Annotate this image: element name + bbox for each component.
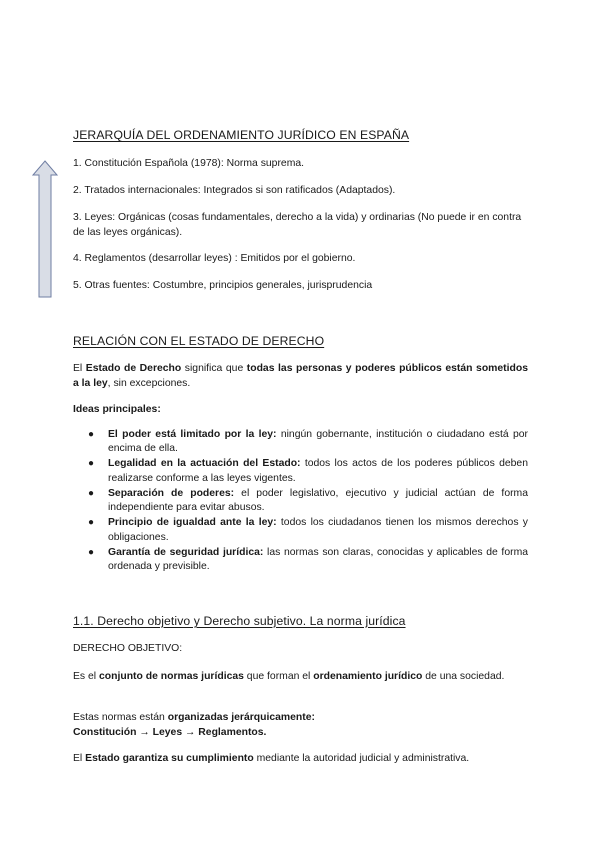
guarantee-paragraph: El Estado garantiza su cumplimiento mediante la autoridad judicial y administrativa. <box>73 753 470 764</box>
section-title-estado-derecho: RELACIÓN CON EL ESTADO DE DERECHO <box>73 334 325 348</box>
up-arrow-icon <box>32 160 58 298</box>
ideas-label: Ideas principales: <box>73 404 161 415</box>
bullet-icon: ● <box>88 429 95 440</box>
ideas-list <box>73 428 528 575</box>
section-title-jerarquia: JERARQUÍA DEL ORDENAMIENTO JURÍDICO EN ESPAÑA <box>73 128 410 142</box>
section-title-derecho-objetivo: 1.1. Derecho objetivo y Derecho subjetivo. La norma jurídica <box>73 614 406 628</box>
hierarchy-item: 2. Tratados internacionales: Integrados si son ratificados (Adaptados). <box>73 185 396 196</box>
list-item: ● Principio de igualdad ante la ley: todos los ciudadanos tienen los mismos derechos y obligaciones. <box>88 517 528 543</box>
bullet-icon: ● <box>88 517 95 529</box>
subheading-derecho-objetivo: DERECHO OBJETIVO: <box>73 643 183 654</box>
hierarchy-item: 1. Constitución Española (1978): Norma suprema. <box>73 158 305 169</box>
bullet-icon: ● <box>88 487 95 499</box>
hierarchy-item: 5. Otras fuentes: Costumbre, principios generales, jurisprudencia <box>73 280 373 291</box>
bullet-icon: ● <box>88 458 95 470</box>
list-item: ● Garantía de seguridad jurídica: las normas son claras, conocidas y aplicables de forma ordenada y previsible. <box>88 546 528 573</box>
hierarchy-item: 3. Leyes: Orgánicas (cosas fundamentales, derecho a la vida) y ordinarias (No puede ir en contra de las leyes orgánicas). <box>73 212 522 238</box>
hierarchy-paragraph: Estas normas están organizadas jerárquicamente: Constitución → Leyes → Reglamentos. <box>73 712 315 738</box>
list-item: ● Separación de poderes: el poder legislativo, ejecutivo y judicial actúan de forma independiente para evitar abusos. <box>88 487 528 514</box>
intro-paragraph: El Estado de Derecho significa que todas las personas y poderes públicos están sometidos a la ley, sin excepciones. <box>73 363 528 389</box>
hierarchy-item: 4. Reglamentos (desarrollar leyes) : Emitidos por el gobierno. <box>73 253 356 264</box>
list-item: ● Legalidad en la actuación del Estado: todos los actos de los poderes públicos deben realizarse conforme a las leyes vigentes. <box>88 458 528 484</box>
definition-paragraph: Es el conjunto de normas jurídicas que forman el ordenamiento jurídico de una sociedad. <box>73 671 505 682</box>
bullet-icon: ● <box>88 546 95 558</box>
list-item: ● El poder está limitado por la ley: ningún gobernante, institución o ciudadano está por encima de ella. <box>88 429 528 455</box>
